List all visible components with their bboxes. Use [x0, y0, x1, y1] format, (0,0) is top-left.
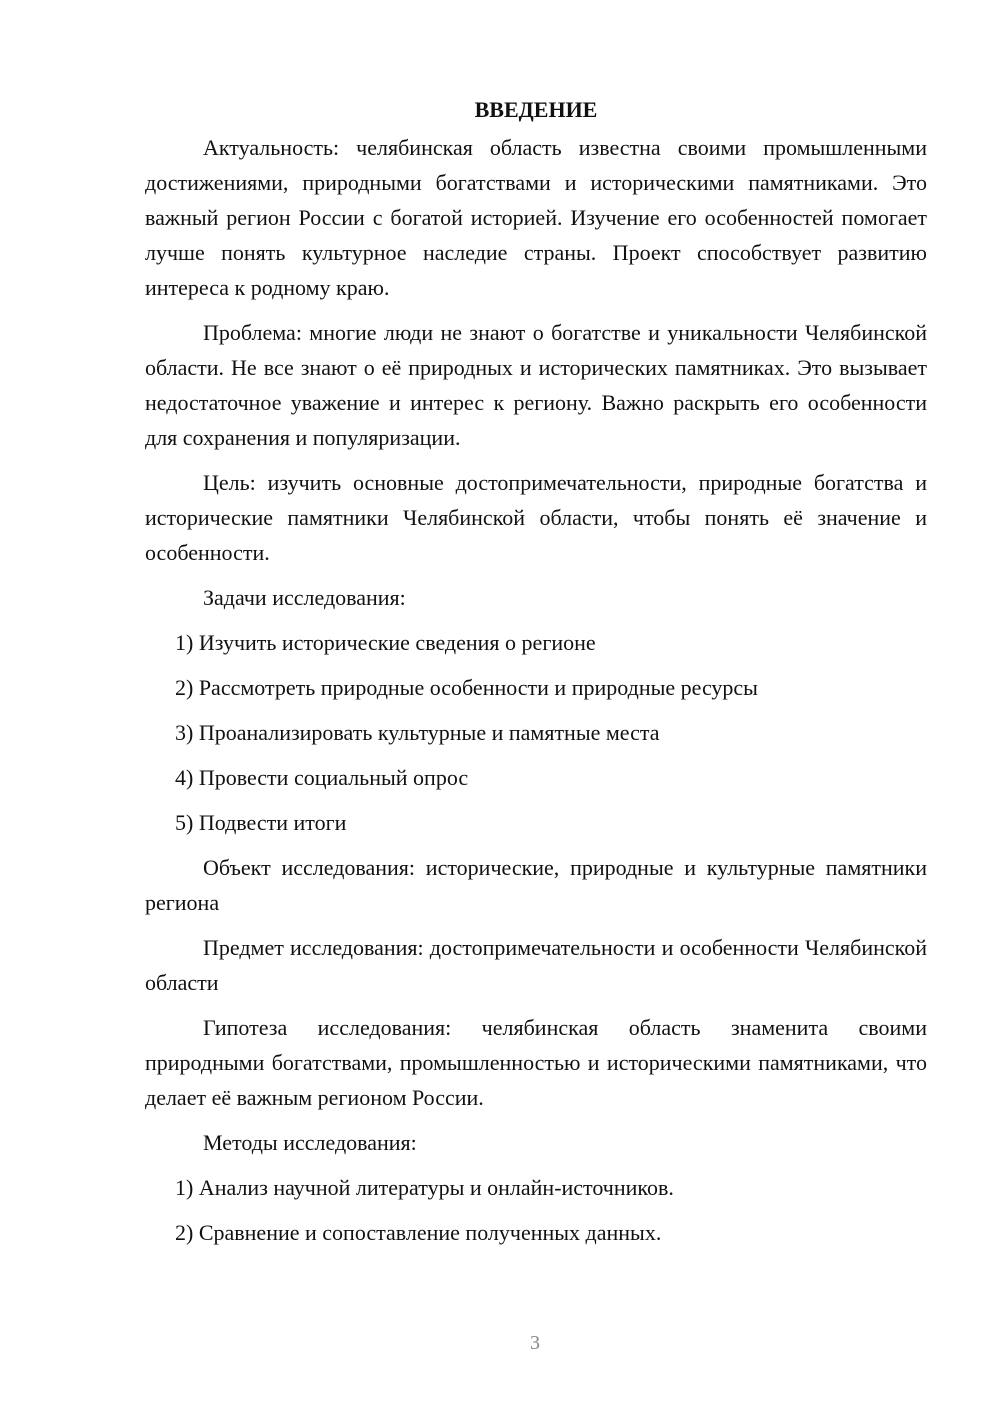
list-item: 4) Провести социальный опрос	[175, 765, 469, 790]
tasks-list	[145, 625, 927, 840]
methods-heading: Методы исследования:	[203, 1130, 417, 1155]
methods-list	[145, 1170, 927, 1250]
goal-paragraph: Цель: изучить основные достопримечательности, природные богатства и исторические памятники Челябинской области, чтобы понять её значение и особенности.	[145, 470, 927, 565]
list-item: 2) Рассмотреть природные особенности и природные ресурсы	[175, 675, 758, 700]
list-item: 5) Подвести итоги	[175, 810, 347, 835]
document-page	[145, 92, 927, 1260]
list-item: 1) Изучить исторические сведения о регионе	[175, 630, 596, 655]
relevance-paragraph: Актуальность: челябинская область известна своими промышленными достижениями, природными богатствами и историческими памятниками. Это важный регион России с богатой историей. Изучение его особенностей помогает лучше понять культурное наследие страны. Проект способствует развитию интереса к родному краю.	[145, 135, 927, 300]
page-number: 3	[530, 1332, 540, 1354]
section-title: ВВЕДЕНИЕ	[474, 97, 598, 122]
object-paragraph: Объект исследования: исторические, природные и культурные памятники региона	[145, 855, 927, 915]
hypothesis-paragraph: Гипотеза исследования: челябинская область знаменита своими природными богатствами, промышленностью и историческими памятниками, что делает её важным регионом России.	[145, 1015, 927, 1110]
list-item: 3) Проанализировать культурные и памятные места	[175, 720, 660, 745]
subject-paragraph: Предмет исследования: достопримечательности и особенности Челябинской области	[145, 935, 927, 995]
list-item: 1) Анализ научной литературы и онлайн-источников.	[175, 1175, 674, 1200]
tasks-heading: Задачи исследования:	[203, 585, 406, 610]
problem-paragraph: Проблема: многие люди не знают о богатстве и уникальности Челябинской области. Не все знают о её природных и исторических памятниках. Это вызывает недостаточное уважение и интерес к региону. Важно раскрыть его особенности для сохранения и популяризации.	[145, 320, 927, 450]
list-item: 2) Сравнение и сопоставление полученных данных.	[175, 1220, 662, 1245]
